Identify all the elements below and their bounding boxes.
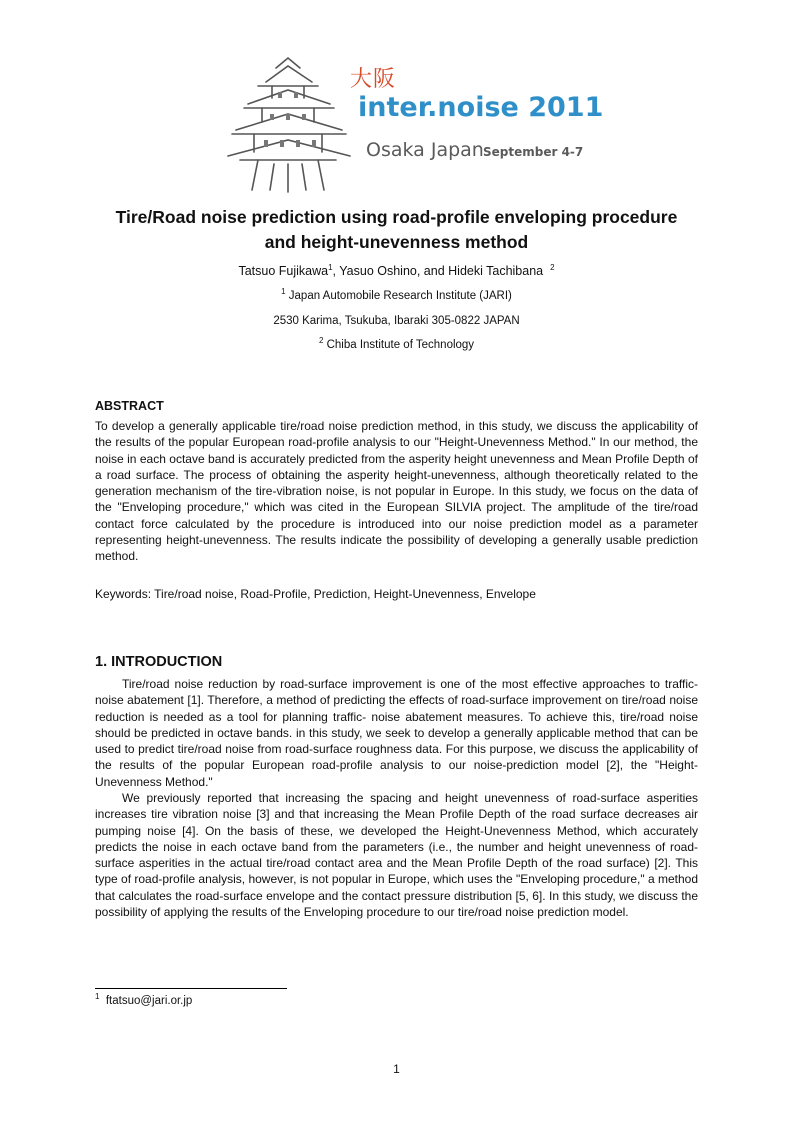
paper-title-line-1: Tire/Road noise prediction using road-profile enveloping procedure — [115, 207, 678, 227]
footnote-mark: 1 — [95, 992, 100, 1002]
logo-kanji: 大阪 — [350, 67, 397, 92]
keywords: Keywords: Tire/road noise, Road-Profile, Prediction, Height-Unevenness, Envelope — [95, 587, 536, 601]
footnote — [95, 992, 193, 1007]
introduction-paragraph-1: Tire/road noise reduction by road-surface improvement is one of the most effective approaches to traffic-noise abatement [1]. Therefore, a method of predicting the effects of road-surface improvement on tire/road noise reduction is needed as a tool for planning traffic- noise abatement measures. To achieve this, tire/road noise should be predicted in octave bands. in this study, we seek to develop a generally applicable method that can be used to predict tire/road noise from road-surface roughness data. For this purpose, we discuss the applicability of the results of the popular European road-profile analysis to our noise-prediction model [2], the "Height-Unevenness Method." — [95, 677, 698, 789]
affiliation-2-name: Chiba Institute of Technology — [326, 339, 475, 351]
affiliation-1 — [60, 287, 733, 302]
author-list — [60, 264, 733, 278]
paper-title-line-2: and height-unevenness method — [264, 232, 529, 252]
introduction-heading: 1. INTRODUCTION — [95, 654, 223, 670]
castle-illustration — [218, 52, 358, 194]
footnote-divider — [95, 988, 287, 989]
authors-rest: , Yasuo Oshino, and Hideki Tachibana — [332, 264, 544, 278]
abstract-text: To develop a generally applicable tire/road noise prediction method, in this study, we discuss the applicability of the results of the popular European road-profile analysis to our "Height-Unevenness Method." In our method, the noise in each octave band is accurately predicted from the asperity height unevenness and Mean Profile Depth of a road surface. The process of obtaining the asperity height-unevenness, although theoretically related to the generation mechanism of the tire-vibration noise, is not popular in Europe. In this study, we focus on the data of the "Enveloping procedure," which was cited in the European SILVIA project. The amplitude of the tire/road contact force calculated by the procedure is introduced into our noise prediction model as a parameter representing height-unevenness. The results indicate the possibility of developing a generally usable prediction method. — [95, 419, 698, 564]
author-1-affiliation-mark: 1 — [328, 262, 333, 272]
affiliation-2-mark: 2 — [318, 336, 324, 346]
logo-dates: September 4-7 — [483, 145, 584, 159]
affiliation-2 — [60, 336, 733, 351]
conference-logo — [218, 52, 604, 194]
logo-city: Osaka Japan — [366, 139, 484, 161]
introduction-paragraph-2: We previously reported that increasing the spacing and height unevenness of road-surface asperities increases tire vibration noise [3] and that increasing the Mean Profile Depth of the road surface decreases air pumping noise [4]. On the basis of these, we developed the Height-Unevenness Method, which accurately predicts the noise in each octave band from the parameters (i.e., the number and height unevenness of road-surface asperities in the actual tire/road contact area and the Mean Profile Depth of the road surface) [2]. This type of road-profile analysis, however, is not popular in Europe, which uses the "Enveloping procedure," a method that calculates the road-surface envelope and the contact pressure distribution [5, 6]. In this study, we discuss the possibility of applying the results of the Enveloping procedure to our tire/road noise prediction model. — [95, 791, 698, 920]
footnote-email: ftatsuo@jari.or.jp — [105, 995, 193, 1007]
paper-title — [60, 205, 733, 255]
logo-conference-name: inter.noise 2011 — [358, 92, 604, 123]
affiliation-1-mark: 1 — [281, 287, 286, 297]
page-number: 1 — [393, 1062, 400, 1076]
author-last-affiliation-mark: 2 — [550, 262, 555, 272]
affiliation-1-address: 2530 Karima, Tsukuba, Ibaraki 305-0822 JAPAN — [273, 315, 520, 327]
affiliation-1-name: Japan Automobile Research Institute (JARI) — [288, 290, 512, 302]
abstract-heading: ABSTRACT — [95, 399, 164, 413]
author-1: Tatsuo Fujikawa — [238, 264, 329, 278]
